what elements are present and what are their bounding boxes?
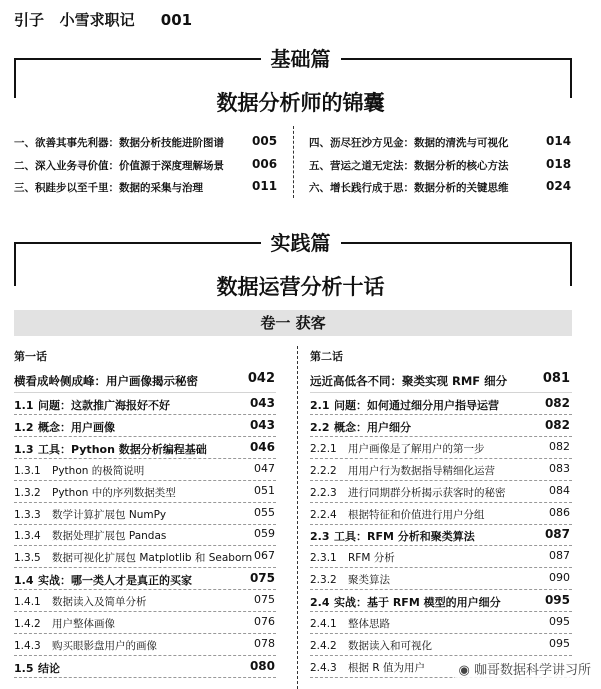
toc-row-page: 095 bbox=[549, 615, 570, 628]
lesson2-name: 第二话 bbox=[310, 350, 343, 363]
toc-row-number: 1.3.1 bbox=[14, 464, 41, 477]
toc-row-separator bbox=[310, 611, 572, 612]
practice-title: 实践篇 bbox=[261, 231, 341, 255]
toc-row-page: 043 bbox=[249, 417, 275, 432]
toc-row-page: 076 bbox=[254, 615, 275, 628]
toc-row[interactable] bbox=[310, 550, 395, 565]
toc-row-separator bbox=[310, 436, 572, 437]
toc-row-separator bbox=[14, 677, 276, 678]
toc-row-separator bbox=[14, 611, 276, 612]
toc-row-number: 1.3.4 bbox=[14, 530, 41, 543]
toc-row-number: 2.1 bbox=[310, 399, 330, 412]
basics-item-3[interactable]: 三、积跬步以至千里：数据的采集与治理 bbox=[14, 182, 203, 194]
toc-row-number: 1.4.1 bbox=[14, 596, 41, 609]
toc-row-text: Python 中的序列数据类型 bbox=[52, 486, 176, 499]
toc-row-number: 1.4 bbox=[14, 574, 34, 588]
toc-row-separator bbox=[14, 655, 276, 656]
basics-page-5: 018 bbox=[546, 157, 572, 171]
toc-row-separator bbox=[310, 524, 572, 525]
toc-row[interactable] bbox=[310, 616, 390, 631]
toc-row[interactable] bbox=[14, 572, 192, 588]
toc-row-number: 2.4.3 bbox=[310, 661, 337, 674]
toc-row-page: 082 bbox=[544, 396, 570, 410]
toc-row-text: 概念：用户细分 bbox=[334, 420, 411, 434]
toc-row-number: 2.2 bbox=[310, 420, 330, 434]
toc-row-separator bbox=[14, 436, 276, 437]
toc-row-separator bbox=[310, 589, 572, 590]
toc-row-number: 1.4.3 bbox=[14, 639, 41, 652]
toc-row-text: 用户整体画像 bbox=[52, 618, 115, 630]
toc-row-text: 进行同期群分析揭示获客时的秘密 bbox=[348, 486, 506, 499]
toc-row-number: 1.4.2 bbox=[14, 618, 41, 630]
toc-row-separator bbox=[310, 480, 572, 481]
watermark-text: 咖哥数据科学讲习所 bbox=[473, 663, 591, 678]
toc-row-number: 2.4.2 bbox=[310, 639, 337, 652]
basics-item-2[interactable]: 二、深入业务寻价值：价值源于深度理解场景 bbox=[14, 160, 224, 172]
toc-row-page: 075 bbox=[254, 593, 275, 607]
volume-heading: 卷一 获客 bbox=[14, 310, 572, 336]
toc-row-separator bbox=[14, 589, 276, 590]
toc-row[interactable] bbox=[310, 572, 390, 587]
toc-row-text: RFM 分析 bbox=[348, 552, 395, 565]
toc-row-separator bbox=[14, 633, 276, 634]
toc-row-separator bbox=[14, 414, 276, 415]
lesson2-title[interactable]: 远近高低各不同：聚类实现 RMF 细分 bbox=[310, 374, 508, 388]
toc-row[interactable] bbox=[310, 419, 411, 435]
toc-row[interactable] bbox=[14, 594, 147, 609]
toc-row-separator bbox=[310, 633, 572, 634]
toc-row-text: 工具：RFM 分析和聚类算法 bbox=[334, 530, 475, 544]
toc-row[interactable] bbox=[14, 463, 144, 478]
toc-row-number: 2.4.1 bbox=[310, 618, 337, 630]
toc-row-number: 1.3.2 bbox=[14, 486, 41, 499]
toc-row[interactable] bbox=[14, 638, 157, 653]
basics-page-4: 014 bbox=[546, 134, 572, 148]
practice-title-wrap bbox=[0, 227, 601, 256]
toc-row-text: 数据读入和可视化 bbox=[348, 639, 432, 652]
toc-row-page: 082 bbox=[549, 439, 570, 453]
toc-row-separator bbox=[310, 655, 572, 656]
toc-row[interactable] bbox=[14, 485, 176, 500]
toc-row[interactable] bbox=[310, 528, 475, 544]
basics-item-4[interactable]: 四、沥尽狂沙方见金：数据的清洗与可视化 bbox=[309, 137, 509, 149]
toc-row-separator bbox=[310, 502, 572, 503]
toc-row-page: 090 bbox=[549, 571, 570, 585]
toc-row-page: 067 bbox=[254, 549, 275, 563]
toc-row[interactable] bbox=[14, 660, 60, 676]
toc-row-page: 087 bbox=[544, 527, 570, 542]
toc-row-page: 087 bbox=[549, 549, 570, 563]
toc-row[interactable] bbox=[14, 419, 115, 435]
toc-row[interactable] bbox=[14, 441, 207, 457]
toc-row-text: 聚类算法 bbox=[348, 574, 390, 587]
basics-page-3: 011 bbox=[252, 179, 278, 193]
toc-row-text: 结论 bbox=[38, 661, 60, 675]
watermark bbox=[455, 658, 596, 679]
toc-row-text: 数据处理扩展包 Pandas bbox=[52, 530, 167, 543]
toc-row-number: 2.4 bbox=[310, 596, 330, 610]
toc-row[interactable] bbox=[310, 594, 501, 610]
lesson1-title[interactable]: 横看成岭侧成峰：用户画像揭示秘密 bbox=[14, 374, 198, 388]
toc-row-page: 078 bbox=[254, 636, 275, 650]
toc-row-text: 用用户行为数据指导精细化运营 bbox=[348, 464, 495, 477]
toc-row-text: 用户画像是了解用户的第一步 bbox=[348, 442, 485, 455]
toc-row-number: 2.2.4 bbox=[310, 508, 337, 521]
toc-row-text: 购买眼影盘用户的画像 bbox=[52, 639, 157, 652]
toc-row-page: 095 bbox=[544, 593, 570, 608]
toc-row-page: 043 bbox=[249, 396, 275, 410]
lesson1-title-page: 042 bbox=[247, 371, 275, 386]
toc-row-number: 2.2.1 bbox=[310, 442, 337, 455]
practice-subtitle: 数据运营分析十话 bbox=[216, 275, 385, 299]
toc-row-page: 095 bbox=[549, 636, 570, 650]
toc-row-number: 2.2.2 bbox=[310, 464, 337, 477]
columns-divider bbox=[297, 346, 298, 689]
toc-row-text: 实战：基于 RFM 模型的用户细分 bbox=[334, 596, 501, 610]
toc-row-text: 数据可视化扩展包 Matplotlib 和 Seaborn bbox=[52, 552, 253, 565]
toc-row-number: 2.3 bbox=[310, 530, 330, 544]
toc-row-number: 2.3.2 bbox=[310, 574, 337, 587]
toc-row[interactable] bbox=[14, 397, 170, 413]
lesson1-separator bbox=[14, 392, 276, 393]
toc-row-number: 1.5 bbox=[14, 661, 34, 675]
toc-row-separator bbox=[310, 458, 572, 459]
basics-title-wrap bbox=[0, 43, 601, 72]
toc-row-page: 047 bbox=[254, 461, 275, 475]
toc-row-separator bbox=[14, 567, 276, 568]
toc-row[interactable] bbox=[310, 441, 485, 456]
toc-row[interactable] bbox=[310, 463, 495, 478]
toc-row-separator bbox=[310, 545, 572, 546]
basics-item-1[interactable]: 一、欲善其事先利器：数据分析技能进阶图谱 bbox=[14, 137, 224, 149]
toc-row-number: 1.3.5 bbox=[14, 552, 41, 565]
toc-row-page: 080 bbox=[249, 658, 275, 673]
toc-row-text: 数学计算扩展包 NumPy bbox=[52, 508, 167, 521]
toc-row-page: 084 bbox=[549, 483, 570, 497]
wechat-icon: ◉ bbox=[458, 663, 474, 678]
toc-row[interactable] bbox=[310, 397, 499, 413]
toc-row[interactable] bbox=[310, 660, 425, 675]
toc-row[interactable] bbox=[310, 638, 432, 653]
toc-row-text: 问题：这款推广海报好不好 bbox=[38, 399, 170, 412]
toc-row-page: 046 bbox=[249, 439, 275, 454]
toc-row-number: 1.1 bbox=[14, 399, 34, 412]
intro-line: 引子 小雪求职记 001 bbox=[14, 11, 193, 29]
toc-row-page: 051 bbox=[254, 483, 275, 497]
toc-row-text: 根据 R 值为用户 bbox=[348, 661, 425, 674]
toc-row-text: 整体思路 bbox=[348, 618, 390, 630]
toc-row[interactable] bbox=[310, 485, 506, 500]
toc-row-page: 075 bbox=[249, 571, 275, 586]
toc-row-text: 数据读入及简单分析 bbox=[52, 596, 147, 609]
toc-row-number: 1.2 bbox=[14, 420, 34, 434]
toc-row-page: 082 bbox=[544, 417, 570, 432]
basics-item-6[interactable]: 六、增长践行成于思：数据分析的关键思维 bbox=[309, 182, 509, 194]
basics-divider bbox=[293, 126, 294, 198]
toc-row[interactable] bbox=[14, 616, 115, 631]
toc-row-separator bbox=[14, 458, 276, 459]
toc-row-separator bbox=[310, 567, 572, 568]
toc-row-number: 2.2.3 bbox=[310, 486, 337, 499]
toc-row-number: 1.3 bbox=[14, 442, 34, 456]
basics-item-5[interactable]: 五、营运之道无定法：数据分析的核心方法 bbox=[309, 160, 509, 172]
lesson1-name: 第一话 bbox=[14, 350, 47, 363]
basics-page-1: 005 bbox=[252, 134, 278, 148]
basics-page-6: 024 bbox=[546, 179, 572, 193]
toc-row-separator bbox=[14, 502, 276, 503]
toc-row-text: 概念：用户画像 bbox=[38, 420, 115, 434]
toc-row-text: 实战：哪一类人才是真正的买家 bbox=[38, 574, 192, 588]
lesson2-separator bbox=[310, 392, 572, 393]
toc-row-page: 059 bbox=[254, 527, 275, 541]
toc-row-text: 根据特征和价值进行用户分组 bbox=[348, 508, 485, 521]
lesson2-title-page: 081 bbox=[542, 371, 570, 386]
toc-row[interactable] bbox=[310, 507, 485, 522]
toc-row-text: 问题：如何通过细分用户指导运营 bbox=[334, 399, 499, 412]
toc-row-text: Python 的极简说明 bbox=[52, 464, 145, 477]
toc-row-page: 055 bbox=[254, 505, 275, 519]
basics-page-2: 006 bbox=[252, 157, 278, 171]
toc-row[interactable] bbox=[14, 507, 166, 522]
toc-row[interactable] bbox=[14, 550, 252, 565]
toc-row-page: 086 bbox=[549, 505, 570, 519]
toc-row-number: 2.3.1 bbox=[310, 552, 337, 565]
toc-row-number: 1.3.3 bbox=[14, 508, 41, 521]
basics-subtitle: 数据分析师的锦囊 bbox=[216, 91, 385, 115]
toc-row-separator bbox=[310, 414, 572, 415]
toc-row-separator bbox=[14, 480, 276, 481]
basics-title: 基础篇 bbox=[261, 47, 341, 71]
toc-row[interactable] bbox=[14, 528, 166, 543]
toc-row-page: 083 bbox=[549, 461, 570, 475]
toc-row-separator bbox=[14, 545, 276, 546]
toc-row-text: 工具：Python 数据分析编程基础 bbox=[38, 442, 207, 456]
toc-row-separator bbox=[14, 524, 276, 525]
